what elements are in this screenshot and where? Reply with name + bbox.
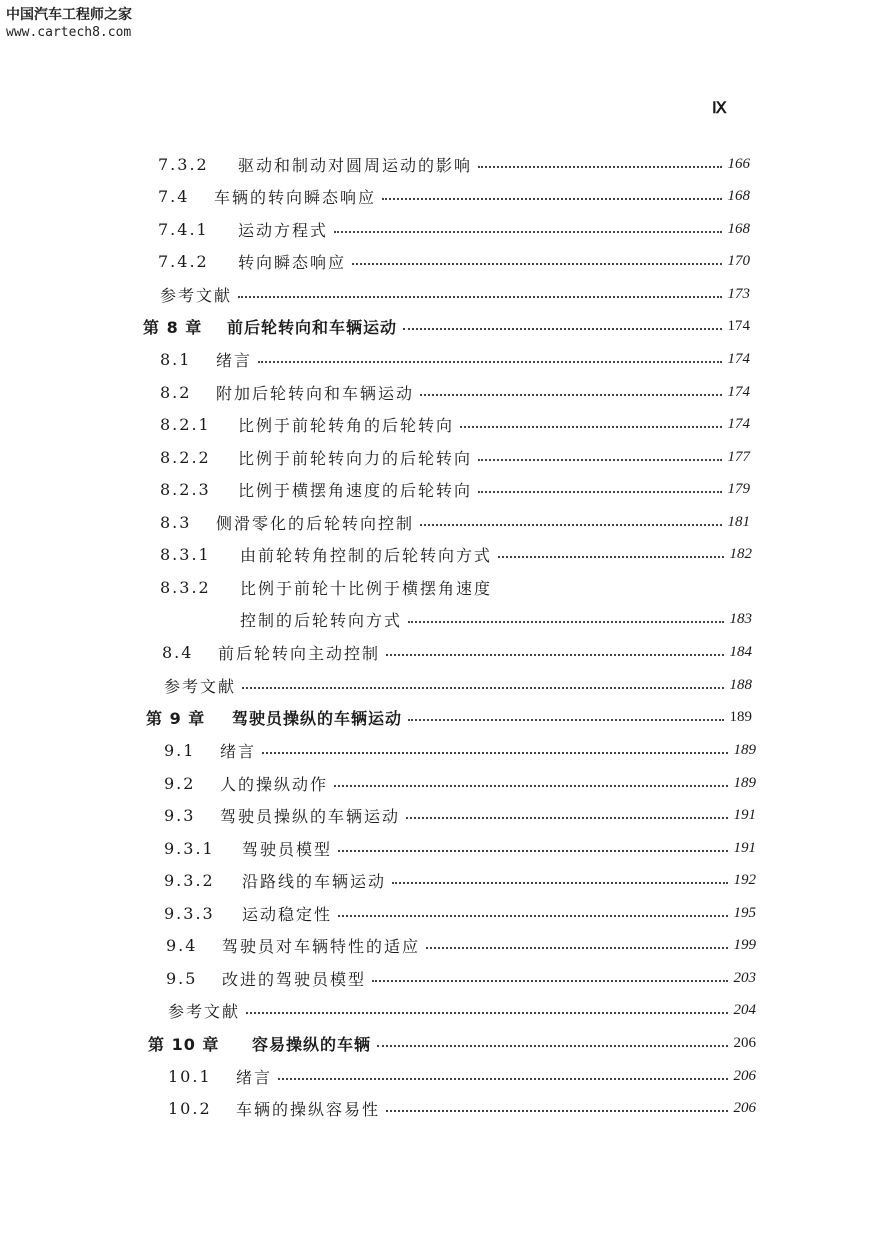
leader-dots (498, 556, 723, 558)
toc-entry (164, 737, 756, 763)
leader-dots (238, 296, 721, 298)
toc-entry-page: 206 (733, 1099, 756, 1116)
leader-dots (478, 491, 721, 493)
toc-chapter (146, 704, 752, 730)
leader-dots (386, 654, 723, 656)
toc-chapter-page: 174 (727, 317, 750, 334)
toc-entry (162, 639, 752, 665)
toc-entry-title: 绪言 (216, 350, 253, 370)
leader-dots (352, 263, 721, 265)
toc-entry-number: 7.3.2 (158, 154, 209, 174)
toc-entry-title: 驱动和制动对圆周运动的影响 (238, 155, 473, 175)
toc-entry-page: 183 (729, 610, 752, 627)
toc-entry-number: 9.1 (164, 740, 196, 760)
toc-entry-title: 转向瞬态响应 (238, 252, 347, 272)
toc-entry (166, 932, 756, 958)
toc-entry-number: 8.2.3 (160, 479, 211, 499)
toc-chapter-title: 前后轮转向和车辆运动 (227, 317, 398, 337)
toc-entry (158, 183, 750, 209)
watermark (6, 6, 206, 41)
leader-dots (420, 394, 721, 396)
toc-entry-continuation (240, 606, 752, 632)
toc-entry-page: 199 (733, 936, 756, 953)
toc-chapter-page: 189 (729, 708, 752, 725)
leader-dots (426, 947, 727, 949)
toc-chapter-title: 容易操纵的车辆 (252, 1034, 372, 1054)
toc-chapter-number: 第 9 章 (146, 708, 206, 728)
toc-entry-page: 174 (727, 383, 750, 400)
leader-dots (338, 850, 727, 852)
toc-entry-title: 比例于前轮转角的后轮转向 (238, 415, 455, 435)
toc-entry-page: 188 (729, 676, 752, 693)
toc-entry (160, 574, 752, 600)
leader-dots (382, 198, 721, 200)
toc-entry-number: 7.4 (158, 186, 190, 206)
leader-dots (478, 459, 721, 461)
toc-entry (160, 346, 750, 372)
watermark-site-name: 中国汽车工程师之家 (6, 7, 132, 23)
toc-entry-title: 参考文献 (168, 1001, 241, 1021)
toc-entry (160, 444, 750, 470)
leader-dots (408, 719, 723, 721)
toc-entry-title: 人的操纵动作 (220, 774, 329, 794)
toc-entry-page: 166 (727, 155, 750, 172)
leader-dots (258, 361, 721, 363)
toc-entry-title: 前后轮转向主动控制 (218, 643, 381, 663)
toc-entry (168, 1095, 756, 1121)
toc-entry (160, 541, 752, 567)
toc-entry-title: 比例于前轮转向力的后轮转向 (238, 448, 473, 468)
toc-chapter-title: 驾驶员操纵的车辆运动 (232, 708, 403, 728)
toc-entry-page: 195 (733, 904, 756, 921)
toc-chapter (148, 1030, 756, 1056)
toc-entry-title: 运动稳定性 (242, 904, 333, 924)
toc-entry (160, 379, 750, 405)
toc-entry-number: 9.2 (164, 773, 196, 793)
toc-entry (160, 476, 750, 502)
toc-entry-title: 绪言 (220, 741, 257, 761)
toc-entry-page: 174 (727, 415, 750, 432)
toc-entry (168, 997, 756, 1023)
toc-entry (164, 835, 756, 861)
toc-entry-page: 177 (727, 448, 750, 465)
toc-entry-number: 8.2 (160, 382, 192, 402)
leader-dots (372, 980, 727, 982)
toc-entry (160, 281, 750, 307)
toc-entry-number: 9.3 (164, 805, 196, 825)
toc-entry (164, 770, 756, 796)
toc-entry-page: 204 (733, 1001, 756, 1018)
toc-entry-page: 192 (733, 871, 756, 888)
toc-entry-page: 189 (733, 741, 756, 758)
page-folio: Ⅸ (712, 100, 727, 117)
toc-entry-number: 9.4 (166, 935, 198, 955)
toc-entry-number: 8.2.1 (160, 414, 211, 434)
toc-entry-title: 附加后轮转向和车辆运动 (216, 383, 415, 403)
toc-entry-page: 170 (727, 252, 750, 269)
toc-entry-page: 206 (733, 1067, 756, 1084)
toc-entry-number: 8.1 (160, 349, 192, 369)
toc-entry (166, 965, 756, 991)
toc-entry-number: 9.3.1 (164, 838, 215, 858)
leader-dots (478, 166, 721, 168)
toc-entry-title: 驾驶员模型 (242, 839, 333, 859)
toc-entry (164, 900, 756, 926)
toc-entry-title: 沿路线的车辆运动 (242, 871, 387, 891)
toc-entry-page: 184 (729, 643, 752, 660)
toc-entry-title: 驾驶员对车辆特性的适应 (222, 936, 421, 956)
toc-entry-title: 比例于前轮十比例于横摆角速度 (240, 578, 493, 598)
toc-entry (158, 151, 750, 177)
toc-chapter-page: 206 (733, 1034, 756, 1051)
leader-dots (242, 687, 723, 689)
toc-entry-title: 参考文献 (160, 285, 233, 305)
toc-entry-number: 7.4.1 (158, 219, 209, 239)
toc-entry-title: 车辆的操纵容易性 (236, 1099, 381, 1119)
leader-dots (408, 621, 723, 623)
toc-entry (168, 1063, 756, 1089)
toc-entry (160, 411, 750, 437)
leader-dots (246, 1012, 727, 1014)
leader-dots (377, 1045, 727, 1047)
toc-entry-title: 运动方程式 (238, 220, 329, 240)
toc-entry-number: 8.4 (162, 642, 194, 662)
toc-entry-page: 168 (727, 220, 750, 237)
leader-dots (392, 882, 727, 884)
toc-entry-number: 7.4.2 (158, 251, 209, 271)
toc-entry-title: 改进的驾驶员模型 (222, 969, 367, 989)
toc-entry-number: 8.3 (160, 512, 192, 532)
leader-dots (386, 1110, 727, 1112)
toc-entry (164, 802, 756, 828)
toc-entry-number: 9.3.2 (164, 870, 215, 890)
toc-entry-title: 参考文献 (164, 676, 237, 696)
leader-dots (338, 915, 727, 917)
toc-entry-number: 10.2 (168, 1098, 212, 1118)
toc-chapter (143, 313, 750, 339)
toc-entry-title: 控制的后轮转向方式 (240, 610, 403, 630)
toc-entry-page: 168 (727, 187, 750, 204)
toc-entry-title: 驾驶员操纵的车辆运动 (220, 806, 401, 826)
toc-entry-page: 174 (727, 350, 750, 367)
toc-entry-number: 10.1 (168, 1066, 212, 1086)
toc-entry-page: 179 (727, 480, 750, 497)
leader-dots (278, 1078, 727, 1080)
toc-entry (160, 509, 750, 535)
toc-entry (164, 867, 756, 893)
toc-entry-title: 侧滑零化的后轮转向控制 (216, 513, 415, 533)
toc-entry-number: 9.5 (166, 968, 198, 988)
toc-entry-title: 车辆的转向瞬态响应 (214, 187, 377, 207)
leader-dots (334, 231, 721, 233)
toc-entry-page: 203 (733, 969, 756, 986)
toc-entry-title: 由前轮转角控制的后轮转向方式 (240, 545, 493, 565)
toc-chapter-number: 第 8 章 (143, 317, 203, 337)
toc-entry (158, 248, 750, 274)
toc-entry-page: 173 (727, 285, 750, 302)
leader-dots (406, 817, 727, 819)
toc-entry-number: 8.3.1 (160, 544, 211, 564)
toc-entry-title: 绪言 (236, 1067, 273, 1087)
leader-dots (403, 328, 721, 330)
toc-entry-number: 8.3.2 (160, 577, 211, 597)
toc-chapter-number: 第 10 章 (148, 1034, 220, 1054)
toc-entry-number: 9.3.3 (164, 903, 215, 923)
toc-entry-page: 191 (733, 806, 756, 823)
leader-dots (262, 752, 727, 754)
toc-entry (158, 216, 750, 242)
toc-entry-page: 182 (729, 545, 752, 562)
toc-entry-page: 181 (727, 513, 750, 530)
toc-entry (164, 672, 752, 698)
toc-entry-page: 191 (733, 839, 756, 856)
leader-dots (334, 785, 727, 787)
leader-dots (420, 524, 721, 526)
leader-dots (460, 426, 721, 428)
watermark-url: www.cartech8.com (6, 25, 132, 40)
toc-entry-number: 8.2.2 (160, 447, 211, 467)
toc-entry-title: 比例于横摆角速度的后轮转向 (238, 480, 473, 500)
toc-entry-page: 189 (733, 774, 756, 791)
